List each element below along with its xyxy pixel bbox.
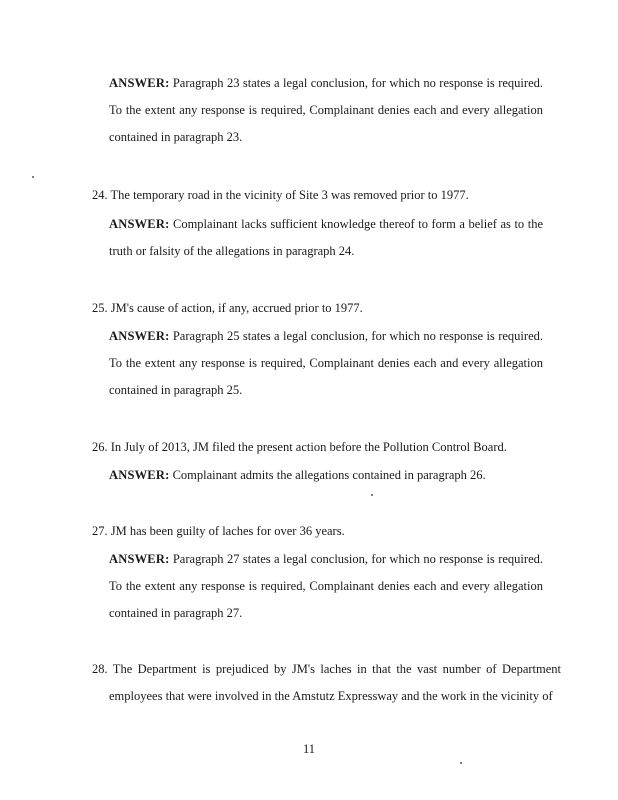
scan-speck (371, 494, 373, 496)
answer-label: ANSWER: (109, 329, 170, 343)
answer-text: Paragraph 27 states a legal conclusion, for which no response is required. To the extent any response is required, Complainant denies each and every allegation contained in paragraph 27. (109, 552, 543, 620)
allegation-25: 25. JM's cause of action, if any, accrued prior to 1977. (92, 301, 363, 315)
allegation-28: 28. The Department is prejudiced by JM's laches in that the vast number of Department employees that were involved in the Amstutz Expressway and the work in the vicinity of (92, 662, 561, 703)
answer-text: Paragraph 25 states a legal conclusion, for which no response is required. To the extent any response is required, Complainant denies each and every allegation contained in paragraph 25. (109, 329, 543, 397)
answer-text: Paragraph 23 states a legal conclusion, for which no response is required. To the extent any response is required, Complainant denies each and every allegation contained in paragraph 23. (109, 76, 543, 144)
answer-26 (109, 462, 543, 489)
answer-text: Complainant admits the allegations contained in paragraph 26. (172, 468, 486, 482)
answer-label: ANSWER: (109, 76, 170, 90)
answer-23 (109, 70, 543, 151)
scan-speck (32, 176, 34, 178)
answer-27 (109, 546, 543, 627)
answer-24 (109, 211, 543, 265)
page-number: 11 (302, 742, 316, 756)
answer-label: ANSWER: (109, 468, 170, 482)
answer-25 (109, 323, 543, 404)
answer-label: ANSWER: (109, 552, 170, 566)
allegation-24: 24. The temporary road in the vicinity of Site 3 was removed prior to 1977. (92, 188, 469, 202)
allegation-27: 27. JM has been guilty of laches for over 36 years. (92, 524, 345, 538)
scan-speck (460, 762, 462, 764)
allegation-26: 26. In July of 2013, JM filed the present action before the Pollution Control Board. (92, 440, 507, 454)
answer-label: ANSWER: (109, 217, 170, 231)
answer-text: Complainant lacks sufficient knowledge thereof to form a belief as to the truth or falsity of the allegations in paragraph 24. (109, 217, 543, 258)
